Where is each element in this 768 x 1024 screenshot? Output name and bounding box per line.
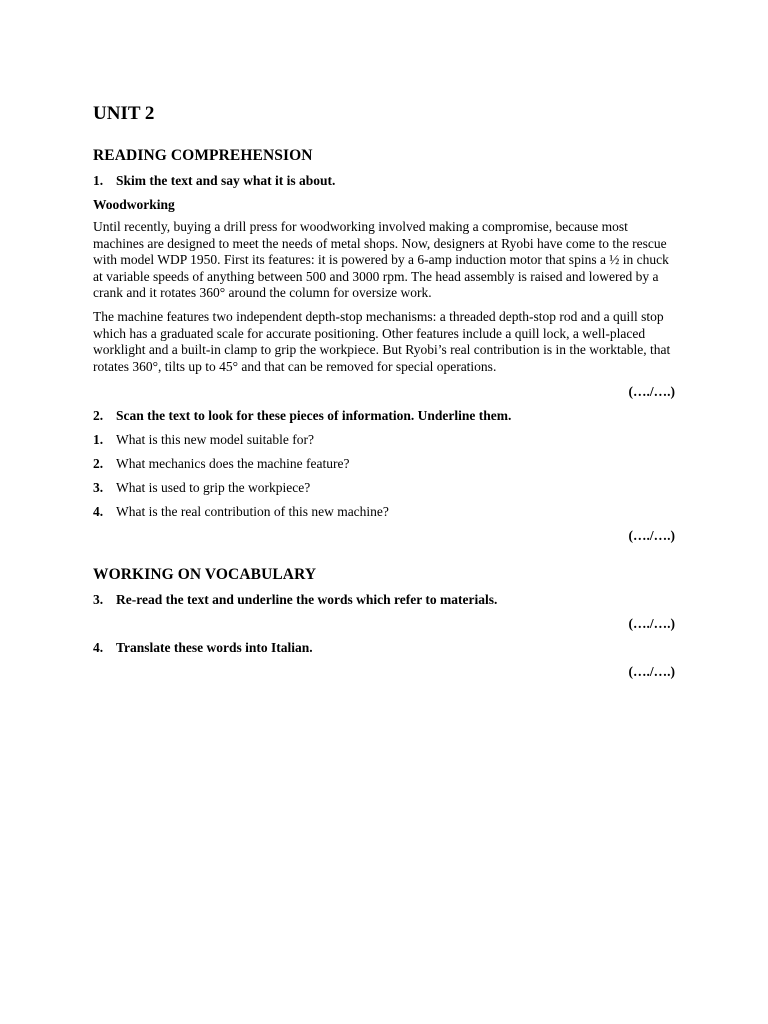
question-text: What mechanics does the machine feature? <box>116 456 350 472</box>
unit-title: UNIT 2 <box>93 103 155 124</box>
task-4-number: 4. <box>93 640 104 656</box>
text-title: Woodworking <box>93 197 175 212</box>
question-number: 2. <box>93 456 104 472</box>
task-2 <box>93 406 675 426</box>
score-box-3: (…./….) <box>628 616 675 632</box>
reading-section-title: READING COMPREHENSION <box>93 147 313 164</box>
task-2-number: 2. <box>93 408 104 424</box>
document-page <box>93 100 675 686</box>
question-number: 1. <box>93 432 104 448</box>
task-4 <box>93 638 675 658</box>
question-number: 4. <box>93 504 104 520</box>
vocabulary-section-title: WORKING ON VOCABULARY <box>93 566 317 584</box>
score-box-1: (…./….) <box>628 384 675 400</box>
question-list <box>93 430 675 522</box>
task-1-number: 1. <box>93 173 104 188</box>
question-item <box>93 502 675 522</box>
question-number: 3. <box>93 480 104 496</box>
task-4-text: Translate these words into Italian. <box>116 640 313 656</box>
section-spacer <box>93 550 675 564</box>
question-item <box>93 454 675 474</box>
score-box-2: (…./….) <box>628 528 675 544</box>
question-text: What is used to grip the workpiece? <box>116 480 311 496</box>
paragraph-2: The machine features two independent depth-stop mechanisms: a threaded depth-stop rod and a quill stop which has a graduated scale for accurate positioning. Other features include a quill lock, a well-placed worklight and a built-in clamp to grip the workpiece. But Ryobi’s real contribution is in the worktable, that rotates 360°, tilts up to 45° and that can be removed for special operations. <box>93 308 671 374</box>
question-text: What is this new model suitable for? <box>116 432 314 448</box>
score-box-4: (…./….) <box>628 664 675 680</box>
task-1 <box>93 171 675 191</box>
task-1-text: Skim the text and say what it is about. <box>116 173 336 188</box>
task-3-text: Re-read the text and underline the words which refer to materials. <box>116 592 498 608</box>
question-item <box>93 478 675 498</box>
question-text: What is the real contribution of this new machine? <box>116 504 389 520</box>
paragraph-1: Until recently, buying a drill press for woodworking involved making a compromise, because most machines are designed to meet the needs of metal shops. Now, designers at Ryobi have come to the rescue with model WDP 1950. First its features: it is powered by a 6-amp induction motor that spins a ½ in chuck at variable speeds of anything between 500 and 3000 rpm. The head assembly is raised and lowered by a crank and it rotates 360° around the column for oversize work. <box>93 219 669 301</box>
question-item <box>93 430 675 450</box>
task-3 <box>93 590 675 610</box>
task-3-number: 3. <box>93 592 104 608</box>
task-2-text: Scan the text to look for these pieces of information. Underline them. <box>116 408 512 424</box>
